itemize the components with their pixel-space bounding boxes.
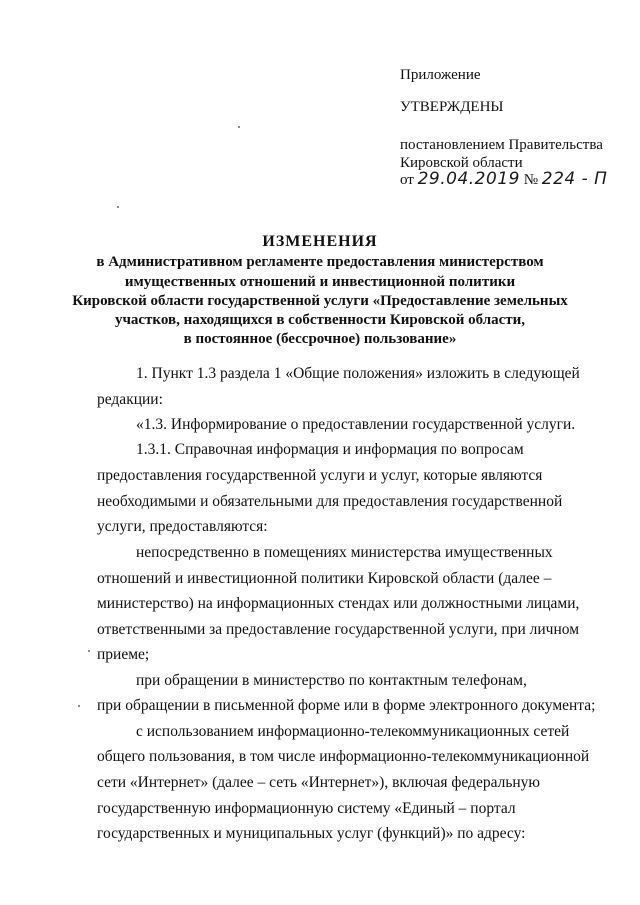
title-line-2: имущественных отношений и инвестиционной политики — [124, 274, 516, 290]
title-line-1: в Административном регламенте предоставления министерством — [96, 254, 544, 270]
scan-speck — [78, 705, 80, 707]
body-line-9: отношений и инвестиционной политики Кировской области (далее – — [97, 570, 552, 587]
body-line-16: общего пользования, в том числе информационно-телекоммуникационной — [97, 748, 590, 765]
decree-date-line — [400, 170, 607, 189]
body-line-1: 1. Пункт 1.3 раздела 1 «Общие положения» изложить в следующей — [136, 365, 580, 382]
date-prefix: от — [400, 172, 414, 188]
body-line-10: министерство) на информационных стендах или должностными лицами, — [97, 595, 580, 612]
body-line-2: редакции: — [97, 391, 163, 408]
scan-speck — [88, 650, 90, 652]
body-line-15: с использованием информационно-телекоммуникационных сетей — [136, 723, 570, 740]
body-line-11: ответственными за предоставление государственной услуги, при личном — [97, 621, 580, 638]
number-prefix: № — [523, 172, 539, 188]
title-line-4: участков, находящихся в собственности Кировской области, — [114, 312, 526, 328]
scan-speck — [238, 126, 240, 128]
body-line-4: 1.3.1. Справочная информация и информация по вопросам — [136, 441, 524, 458]
body-line-19: государственных и муниципальных услуг (функций)» по адресу: — [97, 825, 526, 842]
decree-line-1: постановлением Правительства — [400, 137, 603, 153]
title-line-5: в постоянное (бессрочное) пользование» — [183, 331, 457, 347]
body-line-6: необходимыми и обязательными для предоставления государственной — [97, 493, 563, 510]
body-line-8: непосредственно в помещениях министерства имущественных — [136, 544, 553, 561]
decree-line-2: Кировской области — [400, 155, 523, 171]
document-title: ИЗМЕНЕНИЯ — [262, 233, 378, 250]
title-line-3: Кировской области государственной услуги «Предоставление земельных — [72, 293, 568, 309]
body-line-13: при обращении в министерство по контактным телефонам, — [136, 672, 527, 689]
body-line-14: при обращении в письменной форме или в форме электронного документа; — [97, 697, 596, 714]
body-line-3: «1.3. Информирование о предоставлении государственной услуги. — [136, 416, 576, 433]
handwritten-date: 29.04.2019 — [417, 169, 520, 189]
body-line-18: государственную информационную систему «Единый – портал — [97, 800, 516, 817]
body-line-7: услуги, предоставляются: — [97, 518, 268, 535]
body-line-5: предоставления государственной услуги и услуг, которые являются — [97, 467, 543, 484]
appendix-label: Приложение — [400, 67, 481, 83]
scan-speck — [117, 206, 119, 208]
handwritten-number: 224 - П — [541, 169, 608, 189]
body-line-12: приеме; — [97, 646, 150, 663]
body-line-17: сети «Интернет» (далее – сеть «Интернет»), включая федеральную — [97, 774, 541, 791]
approved-label: УТВЕРЖДЕНЫ — [400, 99, 504, 115]
